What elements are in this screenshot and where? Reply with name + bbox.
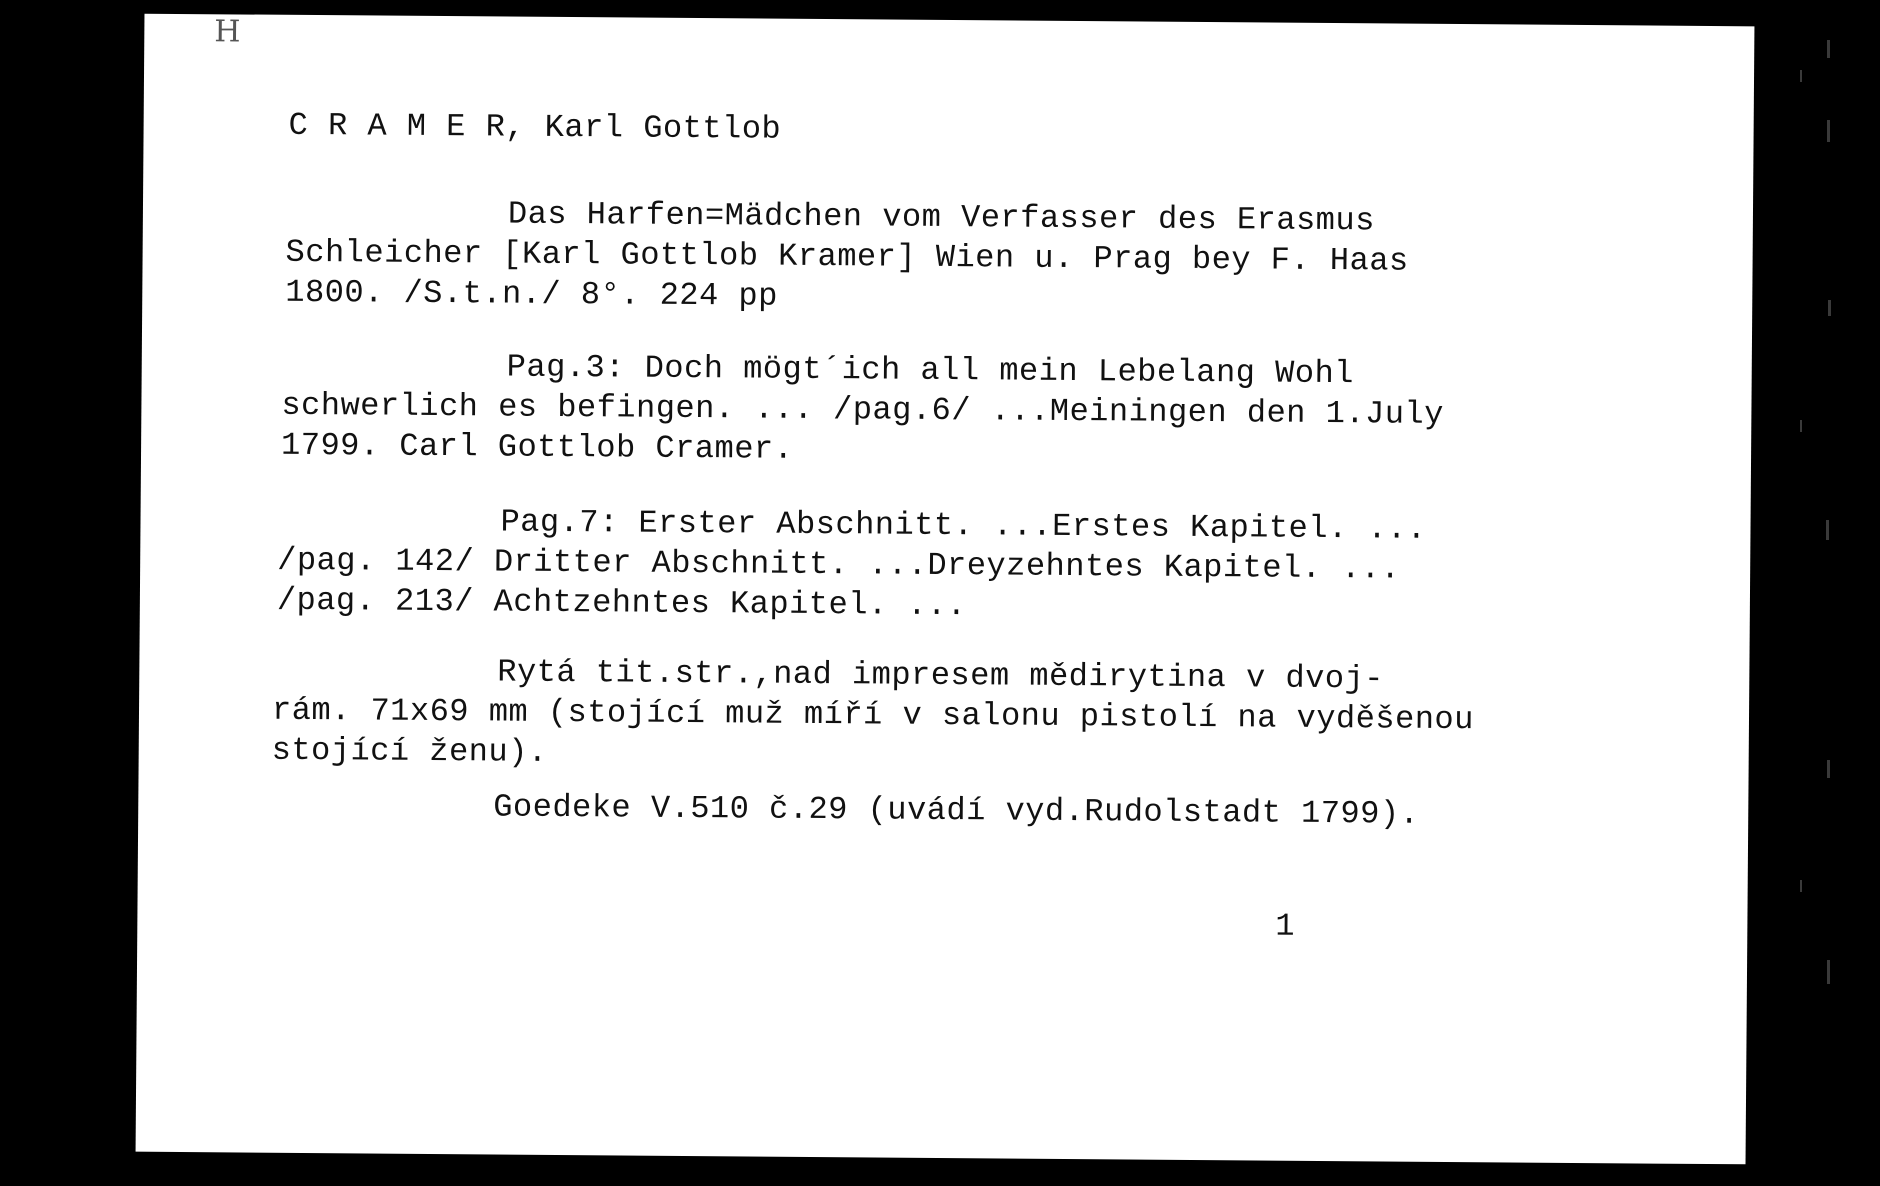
reference-line: Goedeke V.510 č.29 (uvádí vyd.Rudolstadt 1799). [493,788,1420,833]
margin-mark: H [214,14,241,50]
scan-speck [1800,420,1802,432]
author-heading: C R A M E R, Karl Gottlob [288,106,782,148]
scan-speck [1827,40,1830,58]
incipit-line-2: schwerlich es befingen. ... /pag.6/ ...Meiningen den 1.July [281,386,1445,433]
scan-speck [1827,960,1830,984]
incipit-line-3: 1799. Carl Gottlob Cramer. [280,426,794,468]
page-number: 1 [1275,907,1295,945]
description-line-3: stojící ženu). [271,731,548,771]
description-line-2: rám. 71x69 mm (stojící muž míří v salonu pistolí na vyděšenou [271,691,1475,739]
catalog-card [136,14,1755,1165]
description-line-1: Rytá tit.str.,nad impresem mědirytina v dvoj- [497,653,1385,698]
scan-speck [1800,70,1802,82]
incipit-line-1: Pag.3: Doch mögt´ich all mein Lebelang Wohl [506,348,1355,393]
title-line-3: 1800. /S.t.n./ 8°. 224 pp [285,273,779,315]
scan-speck [1827,120,1830,142]
contents-line-2: /pag. 142/ Dritter Abschnitt. ...Dreyzehntes Kapitel. ... [277,541,1401,588]
title-line-2: Schleicher [Karl Gottlob Kramer] Wien u. Prag bey F. Haas [285,233,1409,280]
title-line-1: Das Harfen=Mädchen vom Verfasser des Erasmus [507,195,1375,240]
scan-speck [1800,880,1802,892]
contents-line-3: /pag. 213/ Achtzehntes Kapitel. ... [276,581,967,625]
scan-speck [1827,760,1830,778]
scan-speck [1826,520,1829,540]
scan-speck [1828,300,1831,316]
contents-line-1: Pag.7: Erster Abschnitt. ...Erstes Kapitel. ... [500,503,1427,548]
